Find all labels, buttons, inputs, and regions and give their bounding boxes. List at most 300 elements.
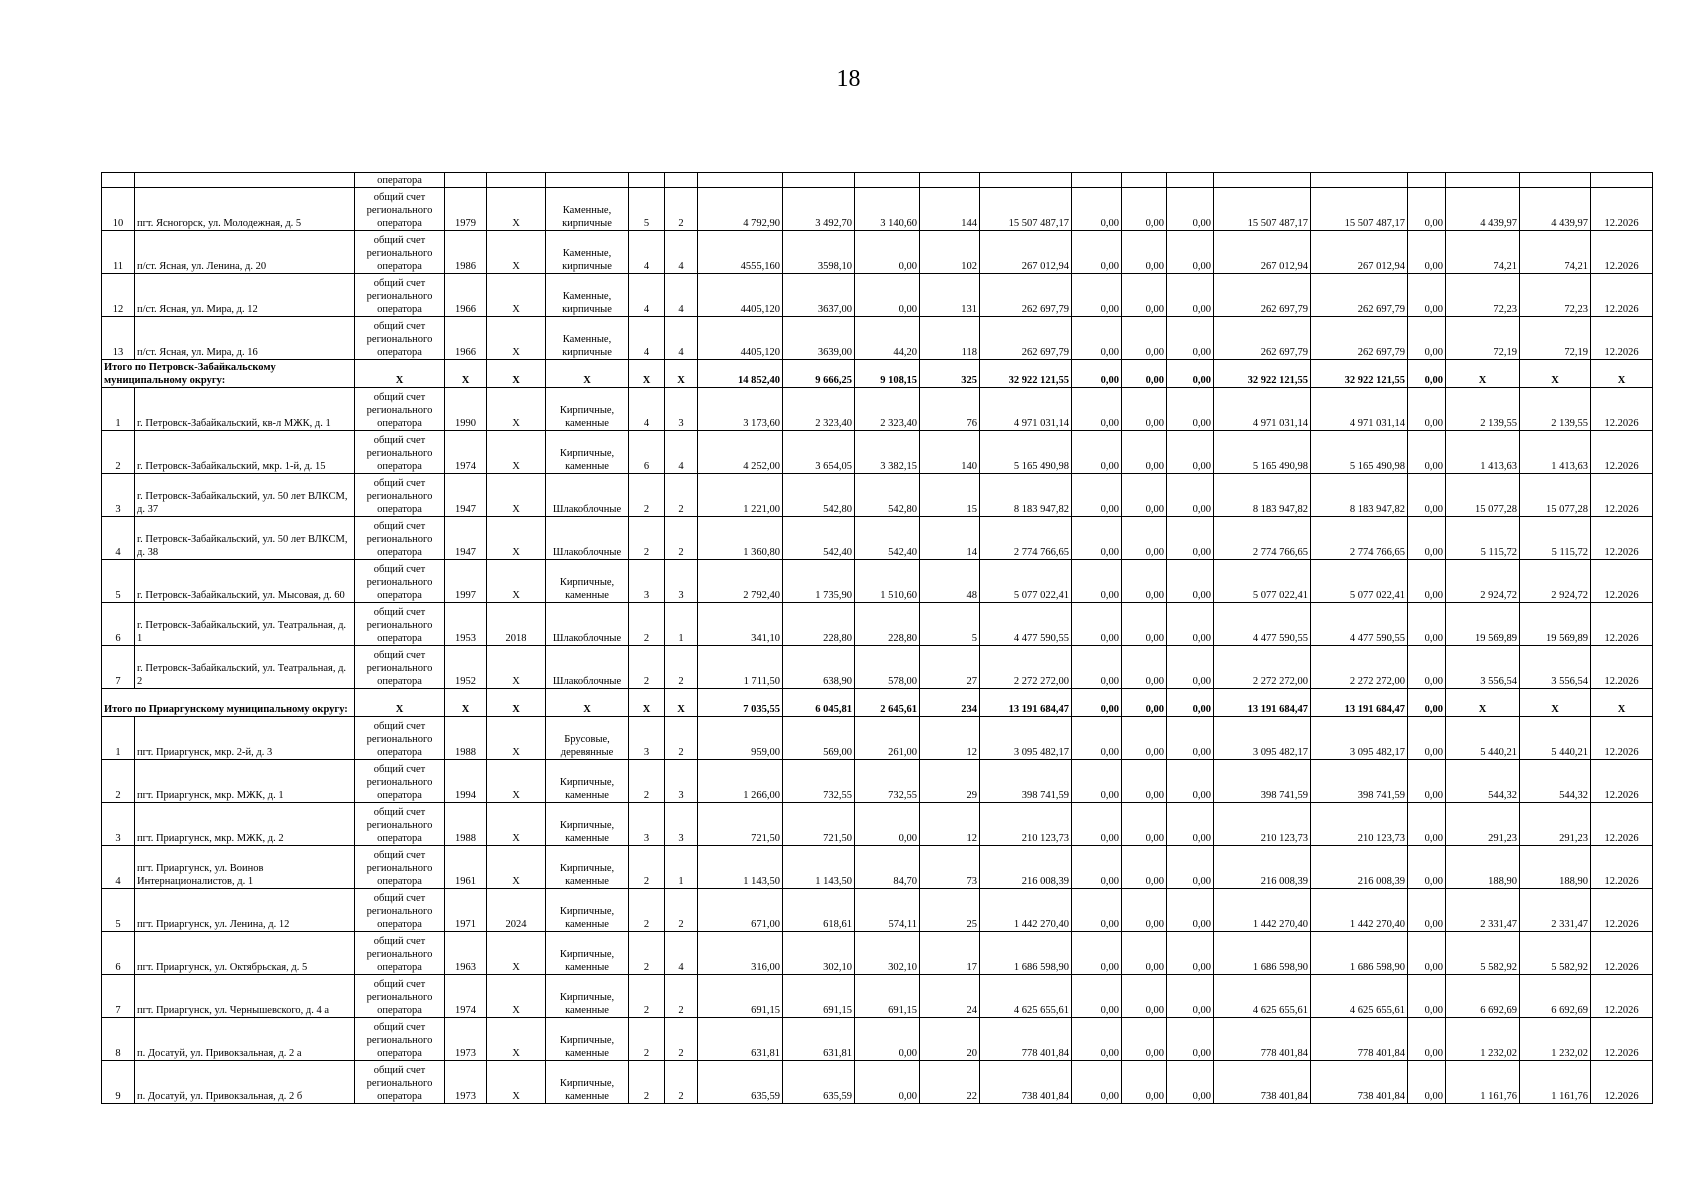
cell-total-area: 7 035,55 [698, 689, 783, 717]
cell-account-type: общий счет регионального оператора [355, 388, 445, 431]
cell-cost-owners-fund: 210 123,73 [1311, 803, 1408, 846]
table-row [102, 188, 1653, 231]
cell-total-area: 14 852,40 [698, 360, 783, 388]
cell-total-area: 3 173,60 [698, 388, 783, 431]
cell-cost-total: 267 012,94 [980, 231, 1072, 274]
cell-cost-municipal: 0,00 [1167, 717, 1214, 760]
cell-cost-owners-fund: 3 095 482,17 [1311, 717, 1408, 760]
cell-year-built: 1988 [445, 717, 487, 760]
cell-completion-date: 12.2026 [1591, 846, 1653, 889]
cell-residents: 15 [920, 474, 980, 517]
cell-total-area: 4405,120 [698, 317, 783, 360]
cell-cost-total: 4 625 655,61 [980, 975, 1072, 1018]
cell-empty [783, 173, 855, 188]
cell-cost-regional: 0,00 [1122, 975, 1167, 1018]
cell-year-last-repair: X [487, 560, 546, 603]
cell-account-type: общий счет регионального оператора [355, 231, 445, 274]
cell-cost-total: 3 095 482,17 [980, 717, 1072, 760]
cell-floors: X [629, 360, 665, 388]
cell-completion-date: 12.2026 [1591, 932, 1653, 975]
cell-cost-total: 8 183 947,82 [980, 474, 1072, 517]
cell-private-area: 9 108,15 [855, 360, 920, 388]
cell-year-built: 1979 [445, 188, 487, 231]
cell-entrances: 2 [665, 517, 698, 560]
cell-completion-date: 12.2026 [1591, 760, 1653, 803]
cell-cost-total: 216 008,39 [980, 846, 1072, 889]
cell-residential-area: 542,80 [783, 474, 855, 517]
cell-max-unit-cost: 74,21 [1520, 231, 1591, 274]
cell-empty [487, 173, 546, 188]
cell-year-built: 1971 [445, 889, 487, 932]
cell-residents: 12 [920, 803, 980, 846]
cell-cost-municipal: 0,00 [1167, 975, 1214, 1018]
cell-max-unit-cost: 291,23 [1520, 803, 1591, 846]
cell-floors: X [629, 689, 665, 717]
cell-cost-owners-fund: 262 697,79 [1311, 317, 1408, 360]
cell-private-area: 2 645,61 [855, 689, 920, 717]
table-row [102, 1061, 1653, 1104]
cell-address: пгт. Приаргунск, мкр. МЖК, д. 1 [135, 760, 355, 803]
cell-year-last-repair: 2018 [487, 603, 546, 646]
table-row [102, 317, 1653, 360]
cell-cost-other: 0,00 [1408, 317, 1446, 360]
cell-empty [855, 173, 920, 188]
cell-entrances: 3 [665, 803, 698, 846]
table-row [102, 846, 1653, 889]
cell-floors: 2 [629, 932, 665, 975]
cell-completion-date: 12.2026 [1591, 560, 1653, 603]
cell-unit-cost: 1 232,02 [1446, 1018, 1520, 1061]
cell-address: г. Петровск-Забайкальский, ул. Театральная, д. 1 [135, 603, 355, 646]
cell-max-unit-cost: 5 582,92 [1520, 932, 1591, 975]
table-row [102, 646, 1653, 689]
cell-max-unit-cost: 3 556,54 [1520, 646, 1591, 689]
cell-row-number: 7 [102, 975, 135, 1018]
cell-cost-total: 2 272 272,00 [980, 646, 1072, 689]
cell-cost-federal: 0,00 [1072, 274, 1122, 317]
cell-year-last-repair: X [487, 388, 546, 431]
cell-wall-material: Кирпичные, каменные [546, 803, 629, 846]
cell-wall-material: Каменные, кирпичные [546, 231, 629, 274]
cell-cost-total: 738 401,84 [980, 1061, 1072, 1104]
cell-account-type: общий счет регионального оператора [355, 474, 445, 517]
cell-max-unit-cost: 1 413,63 [1520, 431, 1591, 474]
cell-max-unit-cost: 544,32 [1520, 760, 1591, 803]
cell-unit-cost: 74,21 [1446, 231, 1520, 274]
cell-residential-area: 2 323,40 [783, 388, 855, 431]
cell-residential-area: 635,59 [783, 1061, 855, 1104]
cell-residents: 17 [920, 932, 980, 975]
cell-cost-regional: 0,00 [1122, 317, 1167, 360]
cell-floors: 2 [629, 846, 665, 889]
cell-empty [1214, 173, 1311, 188]
cell-entrances: 2 [665, 474, 698, 517]
table-row [102, 517, 1653, 560]
cell-unit-cost: 5 115,72 [1446, 517, 1520, 560]
cell-account-type: общий счет регионального оператора [355, 1018, 445, 1061]
cell-account-type: общий счет регионального оператора [355, 975, 445, 1018]
cell-cost-municipal: 0,00 [1167, 517, 1214, 560]
cell-cost-total: 4 971 031,14 [980, 388, 1072, 431]
cell-cost-municipal: 0,00 [1167, 360, 1214, 388]
cell-residential-area: 228,80 [783, 603, 855, 646]
cell-floors: 3 [629, 560, 665, 603]
page-number: 18 [836, 66, 861, 92]
cell-cost-municipal: 0,00 [1167, 560, 1214, 603]
cell-row-number: 4 [102, 517, 135, 560]
cell-address: г. Петровск-Забайкальский, ул. Театральная, д. 2 [135, 646, 355, 689]
cell-floors: 2 [629, 603, 665, 646]
cell-cost-regional: 0,00 [1122, 560, 1167, 603]
cell-total-area: 1 221,00 [698, 474, 783, 517]
table-row [102, 803, 1653, 846]
cell-entrances: 2 [665, 1018, 698, 1061]
cell-row-number: 7 [102, 646, 135, 689]
cell-account-type: общий счет регионального оператора [355, 188, 445, 231]
cell-cost-owners: 2 774 766,65 [1214, 517, 1311, 560]
cell-cost-other: 0,00 [1408, 717, 1446, 760]
cell-private-area: 574,11 [855, 889, 920, 932]
cell-address: п/ст. Ясная, ул. Мира, д. 12 [135, 274, 355, 317]
cell-cost-owners: 3 095 482,17 [1214, 717, 1311, 760]
cell-year-last-repair: X [487, 646, 546, 689]
cell-cost-federal: 0,00 [1072, 560, 1122, 603]
cell-total-area: 4 252,00 [698, 431, 783, 474]
cell-cost-owners-fund: 738 401,84 [1311, 1061, 1408, 1104]
cell-row-number: 3 [102, 803, 135, 846]
cell-residents: 14 [920, 517, 980, 560]
cell-wall-material: Кирпичные, каменные [546, 889, 629, 932]
cell-completion-date: 12.2026 [1591, 188, 1653, 231]
cell-row-number: 12 [102, 274, 135, 317]
cell-cost-owners: 15 507 487,17 [1214, 188, 1311, 231]
cell-floors: 6 [629, 431, 665, 474]
cell-subtotal-label: Итого по Петровск-Забайкальскому муниципальному округу: [102, 360, 355, 388]
cell-account-type: общий счет регионального оператора [355, 932, 445, 975]
cell-private-area: 732,55 [855, 760, 920, 803]
cell-address: п. Досатуй, ул. Привокзальная, д. 2 б [135, 1061, 355, 1104]
cell-wall-material: Каменные, кирпичные [546, 188, 629, 231]
cell-unit-cost: 15 077,28 [1446, 474, 1520, 517]
table-row [102, 889, 1653, 932]
cell-cost-owners: 2 272 272,00 [1214, 646, 1311, 689]
cell-residents: 118 [920, 317, 980, 360]
cell-address: пгт. Приаргунск, ул. Чернышевского, д. 4 а [135, 975, 355, 1018]
cell-cost-owners: 5 165 490,98 [1214, 431, 1311, 474]
table-row [102, 560, 1653, 603]
cell-floors: 2 [629, 1061, 665, 1104]
cell-unit-cost: 2 331,47 [1446, 889, 1520, 932]
cell-cost-other: 0,00 [1408, 188, 1446, 231]
cell-empty [1311, 173, 1408, 188]
cell-address: г. Петровск-Забайкальский, мкр. 1-й, д. 15 [135, 431, 355, 474]
cell-year-built: 1966 [445, 274, 487, 317]
cell-account-type: общий счет регионального оператора [355, 760, 445, 803]
cell-year-last-repair: X [487, 431, 546, 474]
cell-cost-owners-fund: 2 774 766,65 [1311, 517, 1408, 560]
cell-residential-area: 302,10 [783, 932, 855, 975]
cell-row-number: 3 [102, 474, 135, 517]
table-row [102, 431, 1653, 474]
cell-private-area: 691,15 [855, 975, 920, 1018]
cell-cost-regional: 0,00 [1122, 474, 1167, 517]
cell-private-area: 2 323,40 [855, 388, 920, 431]
cell-cost-owners: 1 442 270,40 [1214, 889, 1311, 932]
cell-row-number: 1 [102, 388, 135, 431]
cell-wall-material: Кирпичные, каменные [546, 1061, 629, 1104]
cell-private-area: 0,00 [855, 274, 920, 317]
cell-residents: 27 [920, 646, 980, 689]
cell-floors: 4 [629, 317, 665, 360]
cell-unit-cost: 291,23 [1446, 803, 1520, 846]
cell-row-number: 2 [102, 760, 135, 803]
cell-wall-material: Каменные, кирпичные [546, 274, 629, 317]
cell-cost-owners-fund: 13 191 684,47 [1311, 689, 1408, 717]
cell-empty [1591, 173, 1653, 188]
cell-residents: 25 [920, 889, 980, 932]
cell-row-number: 13 [102, 317, 135, 360]
cell-empty [1167, 173, 1214, 188]
cell-cost-other: 0,00 [1408, 803, 1446, 846]
cell-max-unit-cost: 1 232,02 [1520, 1018, 1591, 1061]
cell-max-unit-cost: 6 692,69 [1520, 975, 1591, 1018]
cell-completion-date: 12.2026 [1591, 1018, 1653, 1061]
cell-cost-regional: 0,00 [1122, 1018, 1167, 1061]
cell-completion-date: 12.2026 [1591, 474, 1653, 517]
cell-floors: 2 [629, 975, 665, 1018]
cell-account-type: общий счет регионального оператора [355, 1061, 445, 1104]
cell-unit-cost: 72,23 [1446, 274, 1520, 317]
cell-floors: 5 [629, 188, 665, 231]
cell-year-built: 1997 [445, 560, 487, 603]
cell-year-last-repair: X [487, 274, 546, 317]
cell-year-built: 1947 [445, 517, 487, 560]
cell-cost-owners: 262 697,79 [1214, 317, 1311, 360]
cell-residential-area: 3 654,05 [783, 431, 855, 474]
cell-year-built: 1973 [445, 1061, 487, 1104]
cell-unit-cost: 1 413,63 [1446, 431, 1520, 474]
cell-year-built: 1953 [445, 603, 487, 646]
cell-completion-date: 12.2026 [1591, 1061, 1653, 1104]
cell-cost-federal: 0,00 [1072, 360, 1122, 388]
cell-unit-cost: 188,90 [1446, 846, 1520, 889]
cell-entrances: 2 [665, 717, 698, 760]
cell-cost-total: 5 077 022,41 [980, 560, 1072, 603]
cell-wall-material: Брусовые, деревянные [546, 717, 629, 760]
cell-unit-cost: 544,32 [1446, 760, 1520, 803]
cell-completion-date: 12.2026 [1591, 388, 1653, 431]
cell-empty [920, 173, 980, 188]
cell-residents: 325 [920, 360, 980, 388]
cell-empty [1520, 173, 1591, 188]
cell-cost-municipal: 0,00 [1167, 1061, 1214, 1104]
cell-cost-total: 13 191 684,47 [980, 689, 1072, 717]
cell-row-number: 2 [102, 431, 135, 474]
cell-floors: 2 [629, 1018, 665, 1061]
cell-row-number: 9 [102, 1061, 135, 1104]
cell-total-area: 2 792,40 [698, 560, 783, 603]
cell-unit-cost: X [1446, 689, 1520, 717]
cell-unit-cost: 3 556,54 [1446, 646, 1520, 689]
cell-residential-area: 542,40 [783, 517, 855, 560]
cell-cost-regional: 0,00 [1122, 932, 1167, 975]
cell-total-area: 635,59 [698, 1061, 783, 1104]
cell-cost-total: 2 774 766,65 [980, 517, 1072, 560]
cell-floors: 4 [629, 274, 665, 317]
cell-account-type: общий счет регионального оператора [355, 717, 445, 760]
cell-total-area: 1 266,00 [698, 760, 783, 803]
cell-row-number: 5 [102, 560, 135, 603]
cell-cost-other: 0,00 [1408, 388, 1446, 431]
cell-continuation: оператора [355, 173, 445, 188]
cell-residential-area: 3639,00 [783, 317, 855, 360]
cell-private-area: 0,00 [855, 231, 920, 274]
cell-private-area: 542,80 [855, 474, 920, 517]
cell-entrances: 1 [665, 846, 698, 889]
cell-residents: 48 [920, 560, 980, 603]
cell-total-area: 631,81 [698, 1018, 783, 1061]
cell-cost-municipal: 0,00 [1167, 188, 1214, 231]
cell-wall-material: X [546, 360, 629, 388]
cell-row-number: 5 [102, 889, 135, 932]
cell-cost-municipal: 0,00 [1167, 231, 1214, 274]
cell-cost-regional: 0,00 [1122, 760, 1167, 803]
cell-cost-municipal: 0,00 [1167, 431, 1214, 474]
cell-completion-date: 12.2026 [1591, 975, 1653, 1018]
cell-cost-owners: 267 012,94 [1214, 231, 1311, 274]
cell-year-last-repair: X [487, 1018, 546, 1061]
cell-residents: 5 [920, 603, 980, 646]
cell-max-unit-cost: 72,23 [1520, 274, 1591, 317]
cell-cost-owners-fund: 32 922 121,55 [1311, 360, 1408, 388]
cell-address: пгт. Приаргунск, ул. Ленина, д. 12 [135, 889, 355, 932]
cell-empty [665, 173, 698, 188]
subtotal-row [102, 360, 1653, 388]
cell-entrances: 4 [665, 317, 698, 360]
cell-year-built: 1963 [445, 932, 487, 975]
cell-cost-federal: 0,00 [1072, 388, 1122, 431]
cell-completion-date: 12.2026 [1591, 317, 1653, 360]
cell-floors: 2 [629, 646, 665, 689]
cell-completion-date: 12.2026 [1591, 231, 1653, 274]
cell-year-last-repair: X [487, 474, 546, 517]
cell-row-number: 6 [102, 603, 135, 646]
cell-cost-municipal: 0,00 [1167, 760, 1214, 803]
cell-private-area: 0,00 [855, 803, 920, 846]
cell-max-unit-cost: X [1520, 360, 1591, 388]
cell-completion-date: X [1591, 360, 1653, 388]
cell-residential-area: 691,15 [783, 975, 855, 1018]
subtotal-row [102, 689, 1653, 717]
cell-cost-owners: 5 077 022,41 [1214, 560, 1311, 603]
cell-year-last-repair: X [487, 803, 546, 846]
cell-floors: 2 [629, 517, 665, 560]
cell-cost-owners-fund: 262 697,79 [1311, 274, 1408, 317]
cell-unit-cost: X [1446, 360, 1520, 388]
cell-row-number: 11 [102, 231, 135, 274]
table-row [102, 274, 1653, 317]
cell-cost-municipal: 0,00 [1167, 603, 1214, 646]
cell-completion-date: 12.2026 [1591, 889, 1653, 932]
cell-private-area: 0,00 [855, 1018, 920, 1061]
cell-cost-other: 0,00 [1408, 689, 1446, 717]
cell-cost-other: 0,00 [1408, 360, 1446, 388]
cell-unit-cost: 1 161,76 [1446, 1061, 1520, 1104]
cell-cost-owners-fund: 5 077 022,41 [1311, 560, 1408, 603]
cell-cost-federal: 0,00 [1072, 474, 1122, 517]
cell-cost-owners-fund: 216 008,39 [1311, 846, 1408, 889]
cell-private-area: 0,00 [855, 1061, 920, 1104]
cell-empty [135, 173, 355, 188]
cell-max-unit-cost: 188,90 [1520, 846, 1591, 889]
cell-cost-owners: 13 191 684,47 [1214, 689, 1311, 717]
cell-cost-owners-fund: 5 165 490,98 [1311, 431, 1408, 474]
cell-cost-other: 0,00 [1408, 889, 1446, 932]
cell-wall-material: Шлакоблочные [546, 646, 629, 689]
cell-empty [102, 173, 135, 188]
cell-residents: 234 [920, 689, 980, 717]
cell-cost-federal: 0,00 [1072, 603, 1122, 646]
cell-account-type: общий счет регионального оператора [355, 803, 445, 846]
cell-private-area: 3 140,60 [855, 188, 920, 231]
cell-residential-area: 3637,00 [783, 274, 855, 317]
cell-cost-federal: 0,00 [1072, 717, 1122, 760]
cell-entrances: X [665, 360, 698, 388]
cell-total-area: 4 792,90 [698, 188, 783, 231]
cell-year-built: 1966 [445, 317, 487, 360]
table-row [102, 231, 1653, 274]
cell-cost-owners: 8 183 947,82 [1214, 474, 1311, 517]
cell-cost-total: 5 165 490,98 [980, 431, 1072, 474]
cell-cost-municipal: 0,00 [1167, 474, 1214, 517]
cell-private-area: 261,00 [855, 717, 920, 760]
cell-cost-owners-fund: 4 971 031,14 [1311, 388, 1408, 431]
cell-residents: 140 [920, 431, 980, 474]
cell-cost-other: 0,00 [1408, 603, 1446, 646]
cell-cost-municipal: 0,00 [1167, 689, 1214, 717]
cell-cost-federal: 0,00 [1072, 646, 1122, 689]
cell-cost-regional: 0,00 [1122, 889, 1167, 932]
cell-wall-material: Кирпичные, каменные [546, 846, 629, 889]
cell-year-last-repair: X [487, 360, 546, 388]
cell-cost-owners: 4 971 031,14 [1214, 388, 1311, 431]
cell-cost-regional: 0,00 [1122, 431, 1167, 474]
cell-cost-other: 0,00 [1408, 274, 1446, 317]
cell-year-last-repair: X [487, 932, 546, 975]
cell-unit-cost: 4 439,97 [1446, 188, 1520, 231]
cell-cost-owners-fund: 8 183 947,82 [1311, 474, 1408, 517]
cell-year-last-repair: X [487, 317, 546, 360]
cell-year-last-repair: 2024 [487, 889, 546, 932]
cell-cost-other: 0,00 [1408, 646, 1446, 689]
cell-cost-federal: 0,00 [1072, 431, 1122, 474]
cell-wall-material: Кирпичные, каменные [546, 975, 629, 1018]
cell-empty [1122, 173, 1167, 188]
cell-cost-other: 0,00 [1408, 517, 1446, 560]
cell-address: пгт. Приаргунск, мкр. 2-й, д. 3 [135, 717, 355, 760]
cell-cost-regional: 0,00 [1122, 1061, 1167, 1104]
cell-subtotal-label: Итого по Приаргунскому муниципальному округу: [102, 689, 355, 717]
cell-cost-owners: 778 401,84 [1214, 1018, 1311, 1061]
cell-unit-cost: 2 924,72 [1446, 560, 1520, 603]
cell-cost-regional: 0,00 [1122, 360, 1167, 388]
cell-cost-owners: 32 922 121,55 [1214, 360, 1311, 388]
cell-residential-area: 3598,10 [783, 231, 855, 274]
cell-floors: 3 [629, 717, 665, 760]
cell-year-last-repair: X [487, 846, 546, 889]
cell-private-area: 1 510,60 [855, 560, 920, 603]
cell-cost-other: 0,00 [1408, 1061, 1446, 1104]
